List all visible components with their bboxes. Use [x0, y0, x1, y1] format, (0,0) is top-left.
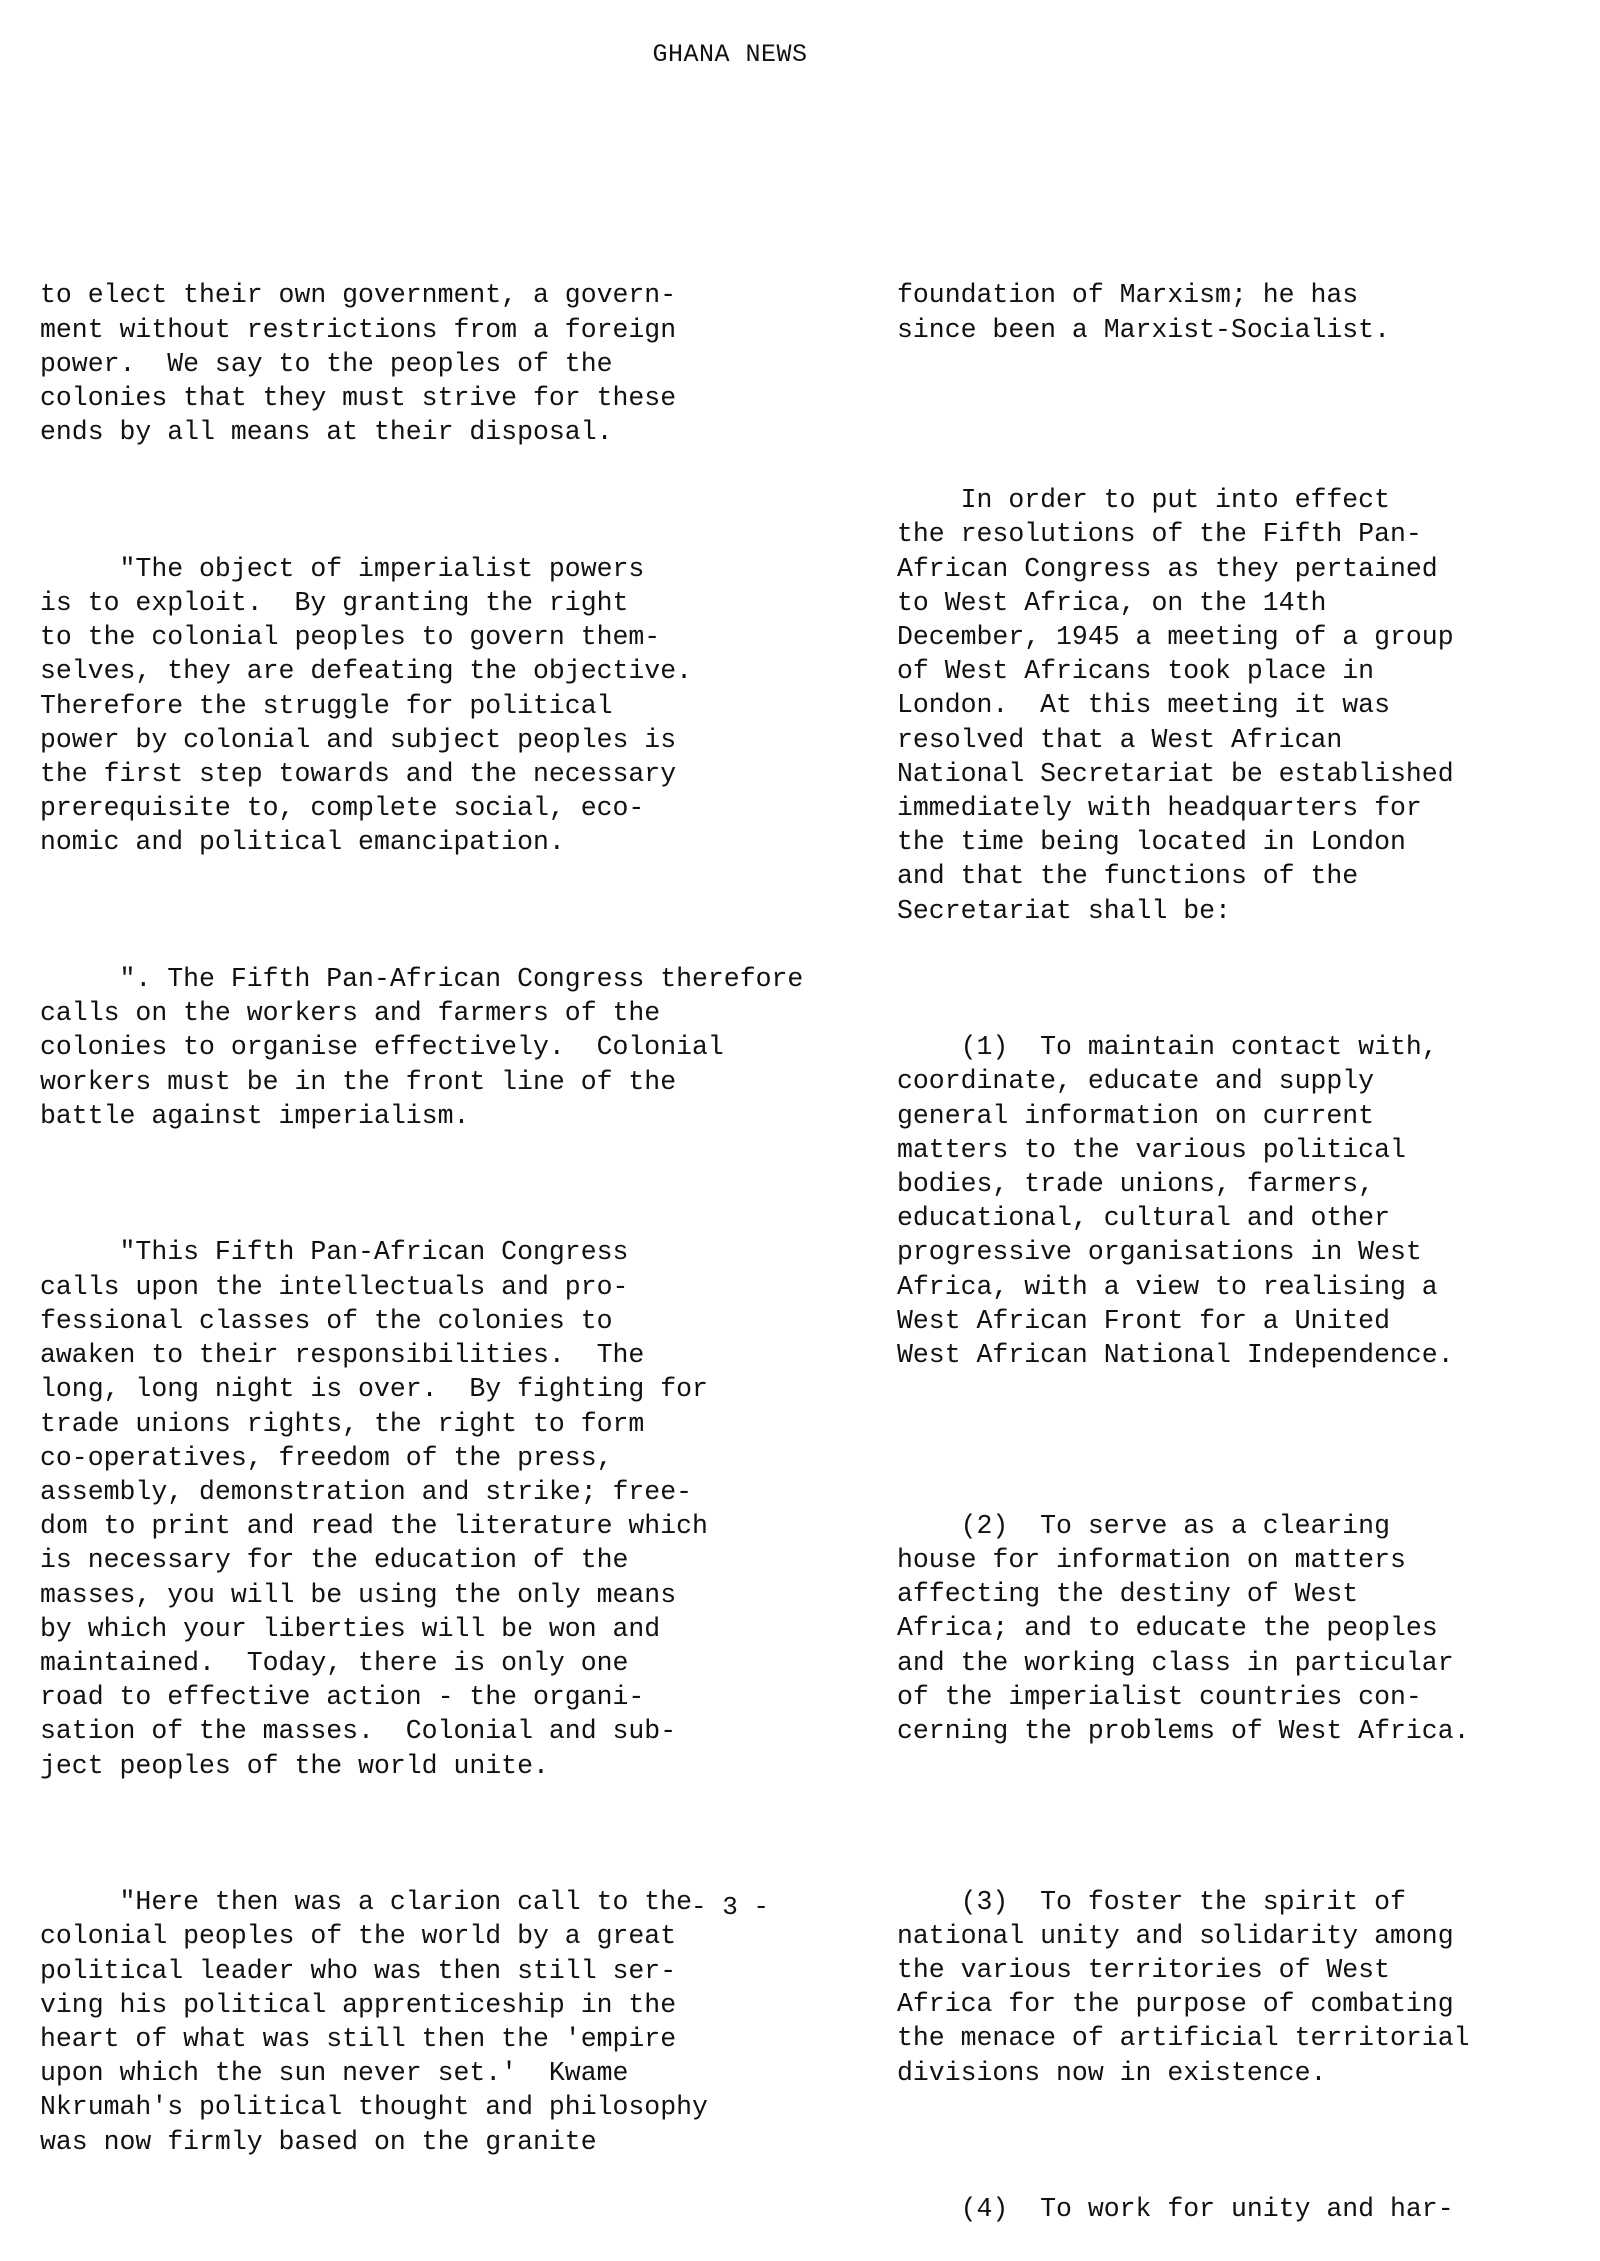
right-paragraph-2: In order to put into effect the resolutions of the Fifth Pan- African Congress as they pertained to West Africa, on the 14th December, 1945 a meeting of a group of West Africans took place in London. At this meeting it was resolved that a West African National Secretariat be established immediately with headquarters for the time being located in London and that the functions of the Secretariat shall be:: [897, 485, 1454, 926]
right-paragraph-3: (1) To maintain contact with, coordinate, educate and supply general information on current matters to the various political bodies, trade unions, farmers, educational, cultural and other progressive organisations in West Africa, with a view to realising a West African Front for a United West African National Independence.: [897, 1032, 1454, 1371]
left-paragraph-4: "This Fifth Pan-African Congress calls upon the intellectuals and pro- fessional classes of the colonies to awaken to their responsibilities. The long, long night is over. By fighting for trade unions rights, the right to form co-operatives, freedom of the press, assembly, demonstration and strike; free- dom to print and read the literature which is necessary for the education of the masses, you will be using the only means by which your liberties will be won and maintained. Today, there is only one road to effective action - the organi- sation of the masses. Colonial and sub- ject peoples of the world unite.: [40, 1237, 708, 1781]
right-paragraph-4: (2) To serve as a clearing house for information on matters affecting the destiny of West Africa; and to educate the peoples and the working class in particular of the imperialist countries con- cerning the problems of West Africa.: [897, 1510, 1470, 1746]
left-paragraph-2: "The object of imperialist powers is to exploit. By granting the right to the colonial peoples to govern them- selves, they are defeating the objective. Therefore the struggle for political power by colonial and subject peoples is the first step towards and the necessary prerequisite to, complete social, eco- nomic and political emancipation.: [40, 553, 693, 858]
left-paragraph-5: "Here then was a clarion call to the colonial peoples of the world by a great political leader who was then still ser- ving his political apprenticeship in the heart of what was still then the 'empire upon which the sun never set.' Kwame Nkrumah's political thought and philosophy was now firmly based on the granite: [40, 1887, 708, 2157]
right-paragraph-5: (3) To foster the spirit of national unity and solidarity among the various territories of West Africa for the purpose of combating the menace of artificial territorial divisions now in existence.: [897, 1886, 1470, 2088]
right-paragraph-1: foundation of Marxism; he has since been a Marxist-Socialist.: [897, 280, 1390, 345]
right-column: [897, 210, 1577, 2261]
left-paragraph-1: to elect their own government, a govern- ment without restrictions from a foreign power. We say to the peoples of the colonies that they must strive for these ends by all means at their disposal.: [40, 280, 677, 448]
page-number: - 3 -: [690, 1892, 769, 1922]
right-paragraph-6: (4) To work for unity and har-: [897, 2194, 1454, 2225]
page-header-title: GHANA NEWS: [652, 40, 808, 69]
left-paragraph-3: ". The Fifth Pan-African Congress therefore calls on the workers and farmers of the colonies to organise effectively. Colonial workers must be in the front line of the battle against imperialism.: [40, 964, 804, 1131]
